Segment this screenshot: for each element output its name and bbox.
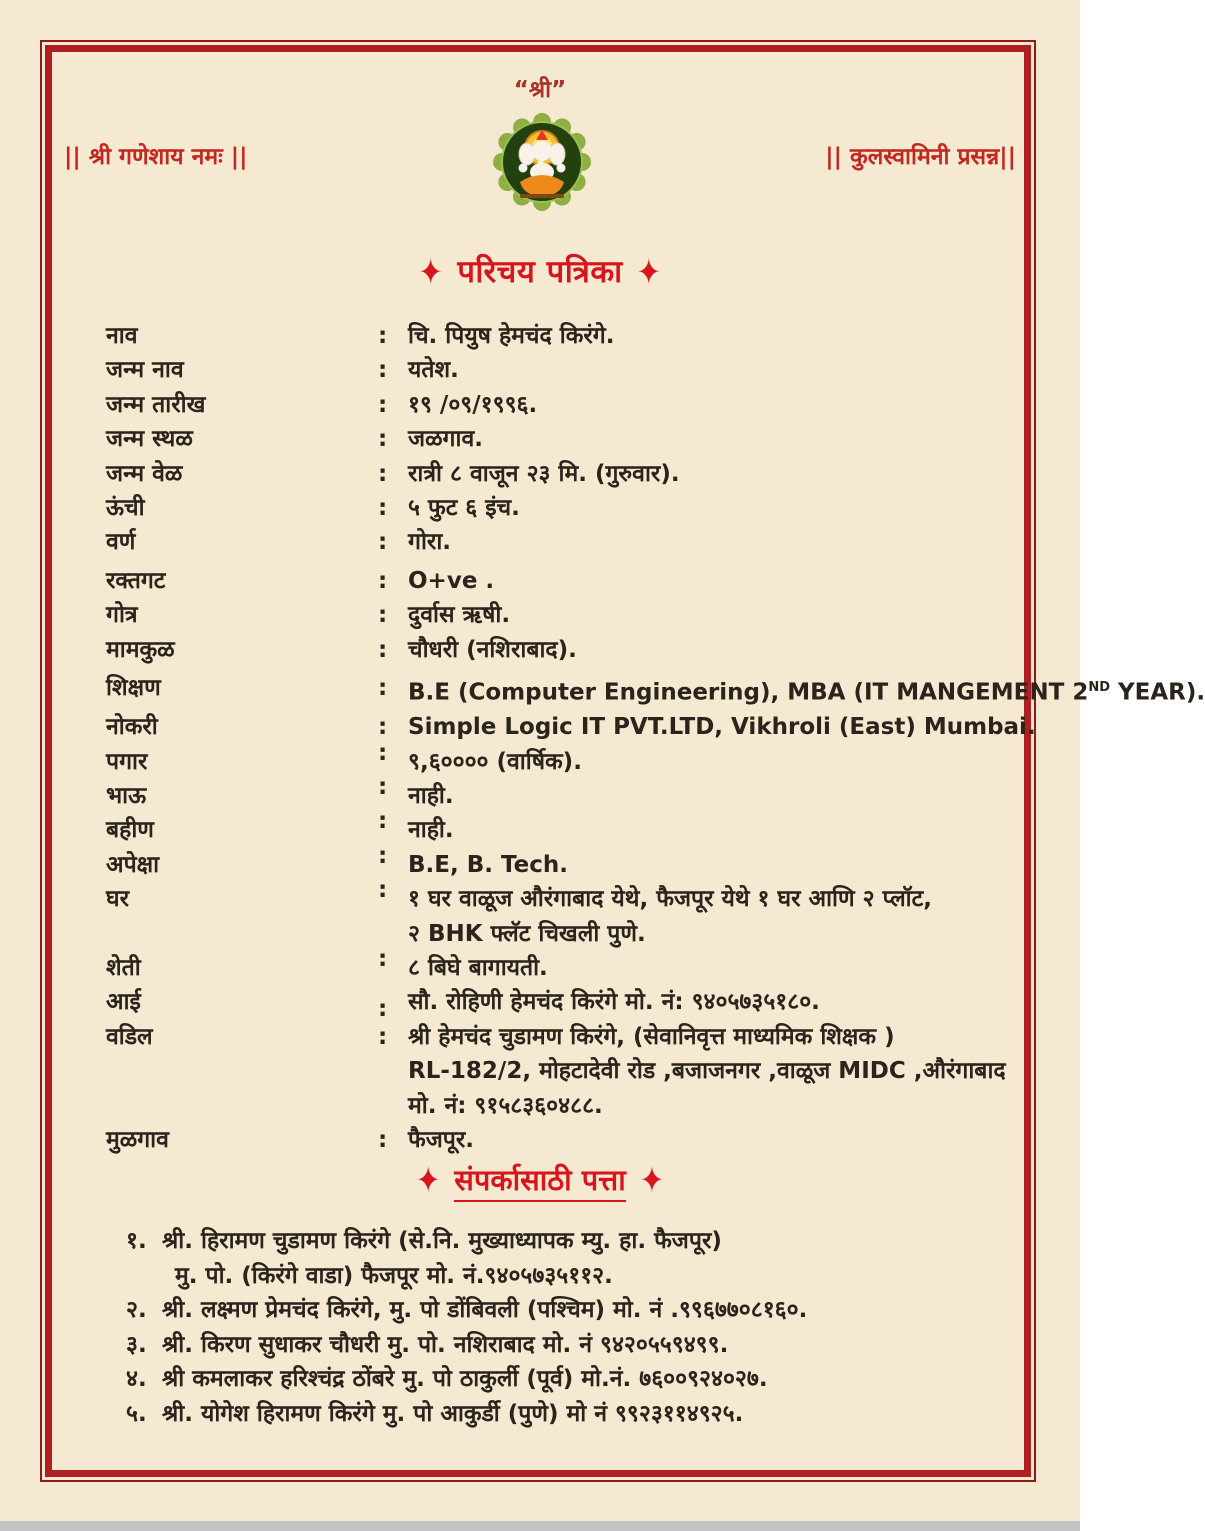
field-colon: : [378,773,388,800]
field-colon: : [378,460,388,487]
field-value: चि. पियुष हेमचंद किरंगे. [408,323,615,349]
field-colon: : [378,714,388,741]
contact-line: श्री. योगेश हिरामण किरंगे मु. पो आकुर्डी (पुणे) मो नं ९९२३११४९२५. [162,1400,744,1427]
field-colon: : [378,426,388,453]
contact-text [162,1362,956,1397]
field-label: जन्म स्थळ [106,426,193,453]
field-row [106,877,986,951]
field-label: बहीण [106,817,154,844]
field-label: अपेक्षा [106,851,160,878]
field-colon: : [378,391,388,418]
field-colon: : [378,945,388,972]
field-row [106,773,986,813]
field-label: ऊंची [106,495,145,522]
field-colon: : [378,1127,388,1153]
field-value: ५ फुट ६ इंच. [408,495,520,522]
field-value-line: १ घर वाळूज औरंगाबाद येथे, फैजपूर येथे १ घर आणि २ प्लॉट, [408,886,932,913]
field-label: वडिल [106,1023,153,1050]
education-text: B.E (Computer Engineering), MBA (IT MANGEMENT 2 [408,679,1089,706]
field-row [106,633,986,667]
contact-item [126,1397,956,1432]
field-row [106,319,986,353]
field-colon: : [378,602,388,629]
contact-item [126,1362,956,1397]
contact-line: श्री. हिरामण चुडामण किरंगे (से.नि. मुख्याध्यापक म्यु. हा. फैजपूर) [162,1228,722,1254]
page-title-text: परिचय पत्रिका [457,254,623,290]
field-value: चौधरी (नशिराबाद). [408,636,577,663]
field-row [106,525,986,559]
field-row [106,945,986,985]
field-value-line: मो. नं: ९१५८३६०४८८. [408,1092,603,1119]
education-text: YEAR). [1110,679,1205,706]
field-value: नाही. [408,782,454,809]
field-label: नोकरी [106,714,158,741]
field-label: शिक्षण [106,675,161,702]
page-title [0,250,1080,292]
profile-section [106,319,1205,1157]
field-colon: : [378,877,388,904]
field-row [106,985,986,1023]
field-row [106,491,986,525]
field-row [106,1123,986,1157]
field-colon: : [378,567,388,594]
contact-line: श्री कमलाकर हरिश्चंद्र ठोंबरे मु. पो ठाकुर्ली (पूर्व) मो.नं. ७६००९२४०२७. [162,1366,768,1393]
field-value: रात्री ८ वाजून २३ मि. (गुरुवार). [408,460,680,487]
field-value: जळगाव. [408,426,483,453]
field-label: नाव [106,323,138,349]
field-value: १९ /०९/१९९६. [408,391,538,418]
kulswamini-invocation-right: || कुलस्वामिनी प्रसन्न|| [825,144,1016,170]
field-row [106,671,1205,710]
field-row [106,842,986,882]
field-row [106,710,1036,744]
field-row [106,353,986,387]
field-value: सौ. रोहिणी हेमचंद किरंगे मो. नं: ९४०५७३५१८०. [408,989,820,1016]
field-value: नाही. [408,817,454,844]
contact-number: ५. [126,1400,147,1427]
contact-number: २. [126,1297,147,1324]
field-value [408,1020,1006,1123]
field-value: Simple Logic IT PVT.LTD, Vikhroli (East) Mumbai. [408,714,1036,741]
contact-text [162,1224,956,1293]
field-colon: : [378,529,388,556]
field-row [106,422,986,456]
shree-invocation: “श्री” [513,77,567,103]
field-value: गोरा. [408,529,452,556]
field-label: जन्म तारीख [106,391,206,418]
field-row [106,739,986,779]
field-row [106,457,986,491]
field-label: गोत्र [106,602,138,629]
field-row [106,388,986,422]
field-colon: : [378,1023,388,1050]
field-colon: : [378,996,388,1023]
sparkle-star-icon: ✦ [418,250,444,294]
field-label: भाऊ [106,782,147,809]
field-label: वर्ण [106,529,136,556]
field-value: B.E, B. Tech. [408,851,568,878]
contact-number: १. [126,1228,147,1254]
contact-section-title [0,1158,1080,1202]
field-row [106,598,986,632]
field-row [106,808,986,847]
ganesh-icon [492,110,592,226]
ganesh-invocation-left: || श्री गणेशाय नमः || [64,144,248,170]
contact-line: श्री. लक्ष्मण प्रेमचंद किरंगे, मु. पो डोंबिवली (पश्चिम) मो. नं .९९६७७०८१६०. [162,1297,808,1324]
screenshot-bottom-edge [0,1521,1080,1531]
field-value-line: श्री हेमचंद चुडामण किरंगे, (सेवानिवृत्त माध्यमिक शिक्षक ) [408,1023,895,1050]
contact-text [162,1328,956,1363]
sparkle-star-icon: ✦ [636,250,662,294]
contact-item [126,1224,956,1293]
contact-line: श्री. किरण सुधाकर चौधरी मु. पो. नशिराबाद मो. नं ९४२०५५९४९९. [162,1331,729,1358]
contact-text [162,1397,956,1432]
field-label: मामकुळ [106,636,175,663]
contact-number: ४. [126,1366,147,1393]
field-label: जन्म नाव [106,357,184,384]
field-label: पगार [106,748,148,775]
contact-line: मु. पो. (किरंगे वाडा) फैजपूर मो. नं.९४०५७३५११२. [175,1262,613,1289]
field-label: शेती [106,954,141,981]
sparkle-star-icon: ✦ [415,1158,441,1202]
field-label: घर [106,886,129,913]
field-colon: : [378,675,388,702]
sparkle-star-icon: ✦ [639,1158,665,1202]
field-value [408,671,1205,710]
contact-text [162,1293,956,1328]
education-ordinal-suffix: ND [1088,680,1110,696]
field-colon: : [378,636,388,663]
field-value: फैजपूर. [408,1127,475,1153]
field-value: यतेश. [408,357,459,384]
contact-number: ३. [126,1331,147,1358]
field-value: ८ बिघे बागायती. [408,954,548,981]
field-colon: : [378,495,388,522]
field-row [106,1020,1006,1123]
field-value-line: RL-182/2, मोहटादेवी रोड ,बजाजनगर ,वाळूज MIDC ,औरंगाबाद [408,1058,1006,1085]
contact-title-text: संपर्कासाठी पत्ता [454,1163,625,1202]
field-value: ९,६०००० (वार्षिक). [408,748,582,775]
field-value: दुर्वास ऋषी. [408,602,511,629]
field-colon: : [378,357,388,384]
field-colon: : [378,808,388,835]
field-colon: : [378,842,388,869]
field-value: O+ve . [408,567,495,594]
contact-item [126,1293,956,1328]
field-row [106,564,986,598]
contact-item [126,1328,956,1363]
field-value-line: २ BHK फ्लॅट चिखली पुणे. [408,920,646,947]
field-label: आई [106,989,141,1016]
field-colon: : [378,739,388,766]
field-label: मुळगाव [106,1127,169,1153]
field-label: रक्तगट [106,567,166,594]
field-label: जन्म वेळ [106,460,183,487]
field-value [408,882,986,951]
contact-list [126,1224,956,1432]
field-colon: : [378,323,388,349]
